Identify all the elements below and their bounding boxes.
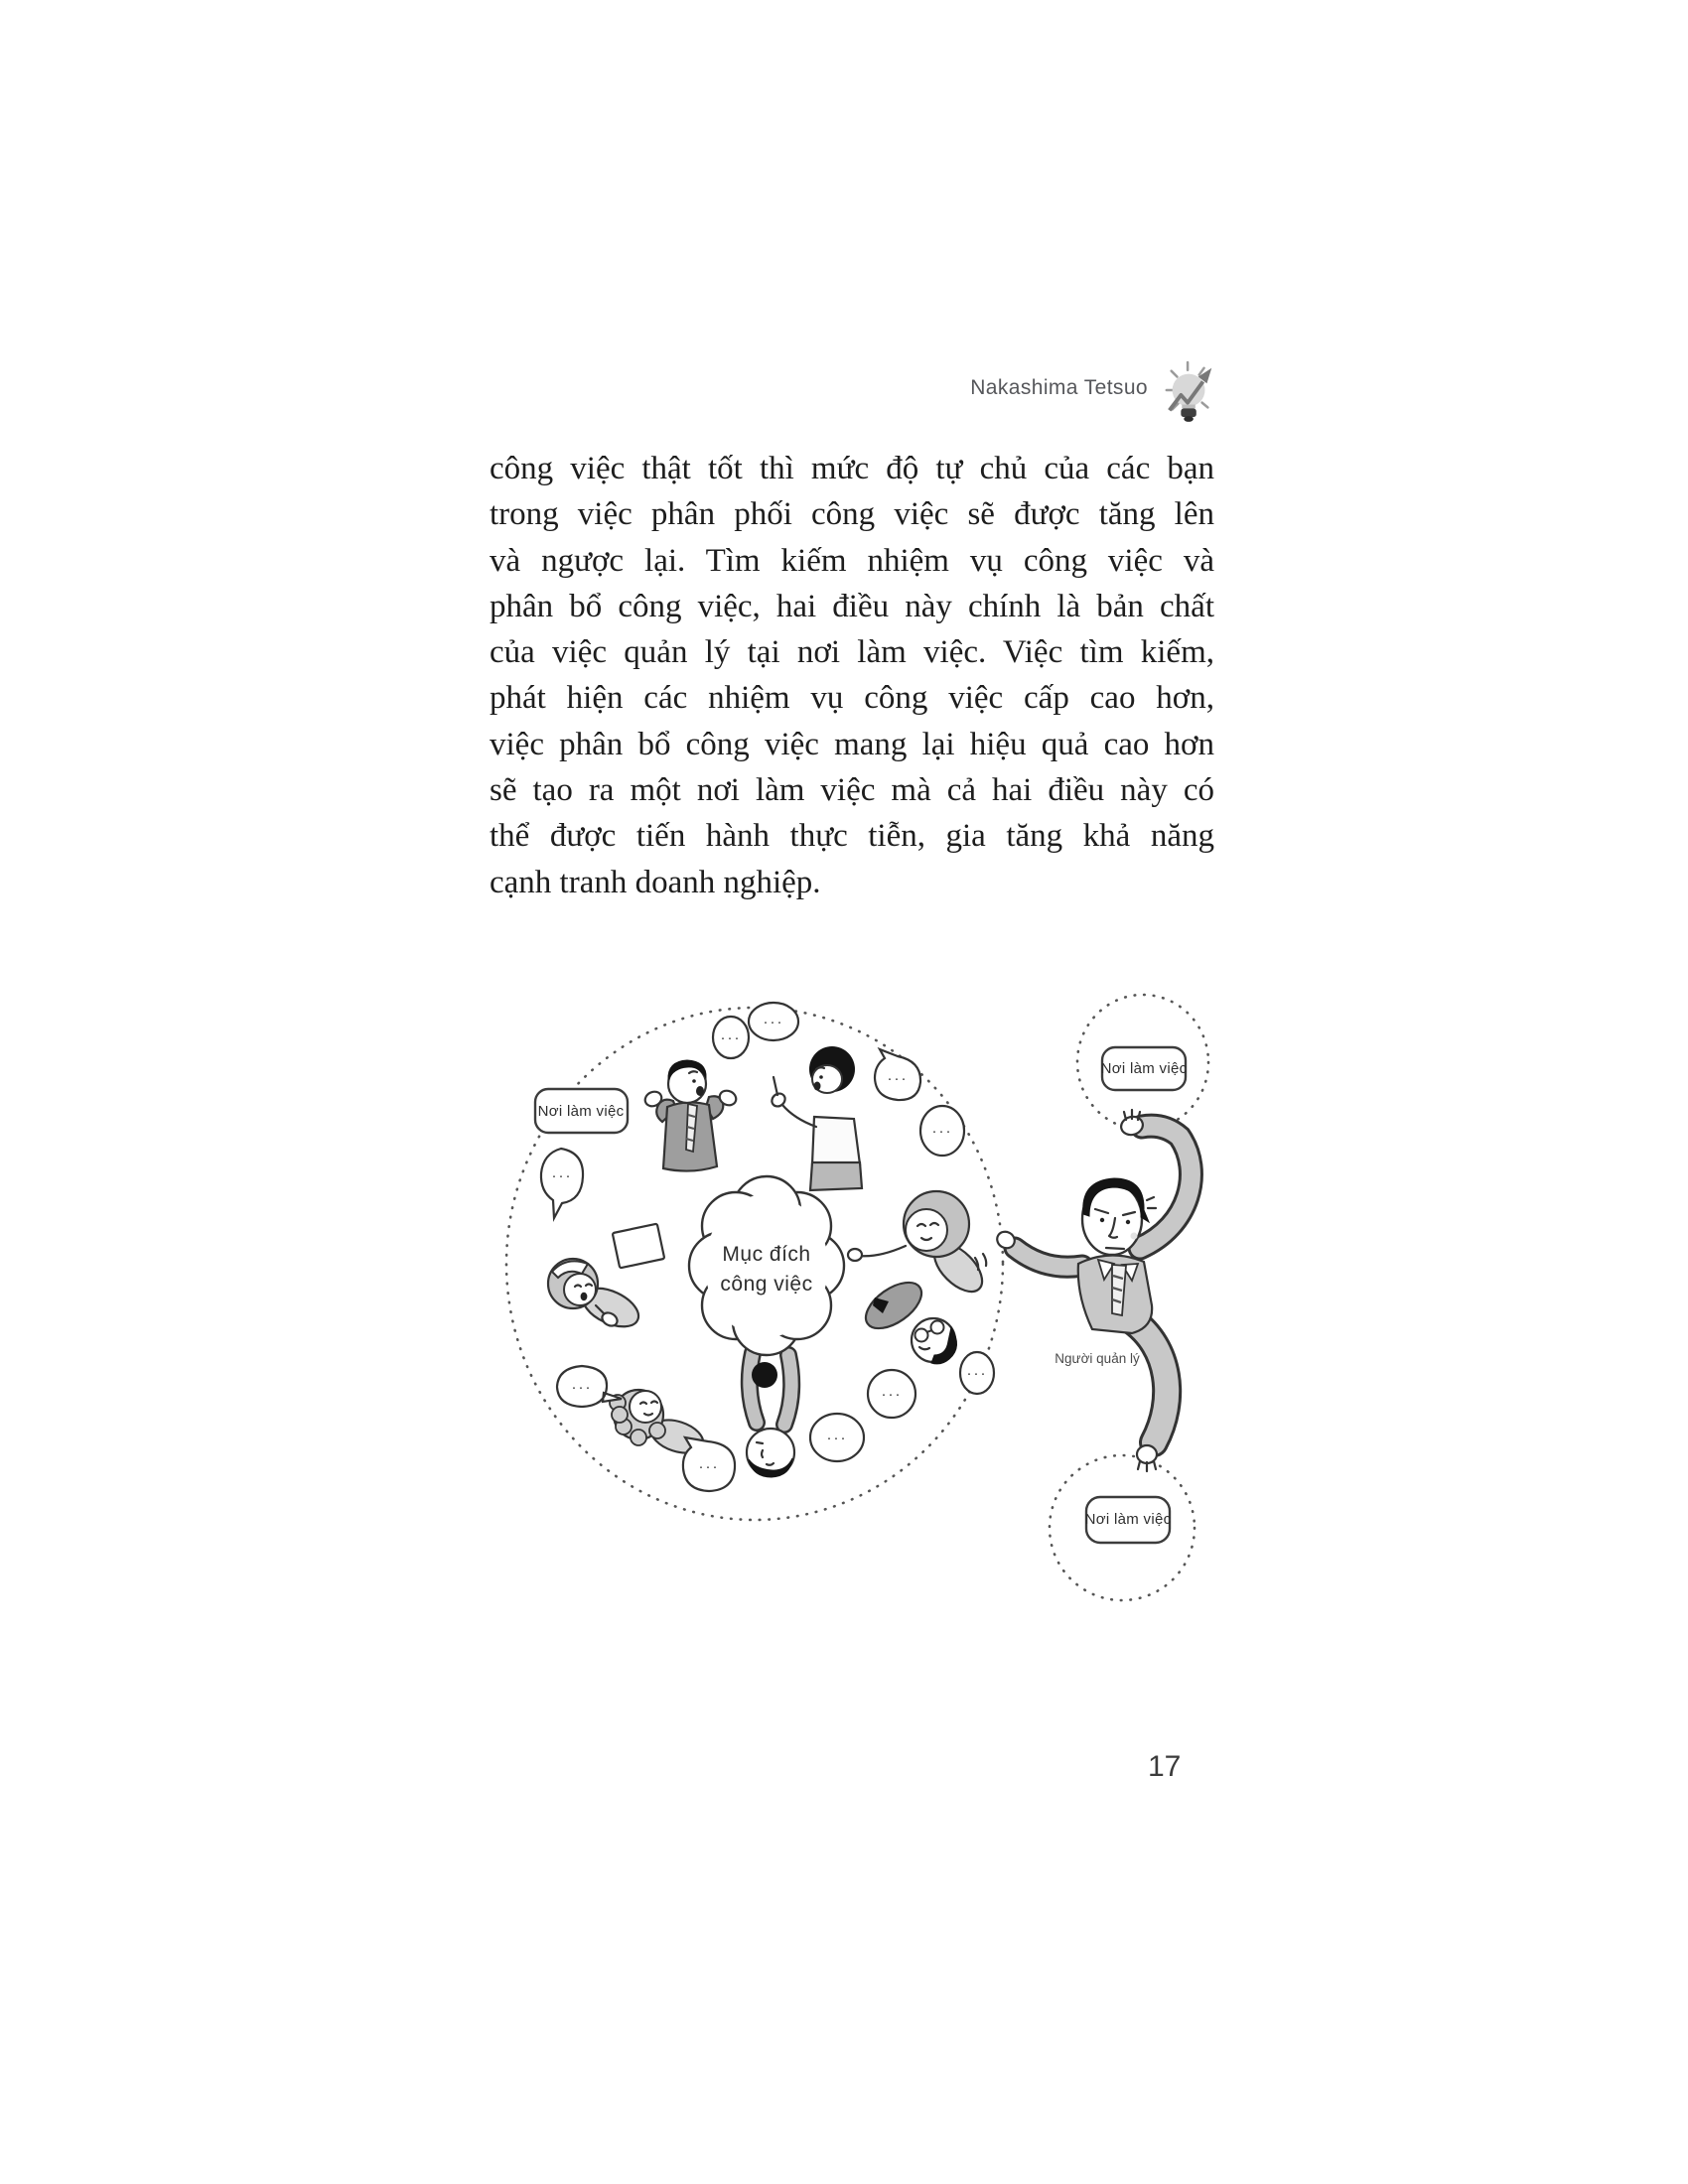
paragraph-line: của việc quản lý tại nơi làm việc. Việc tìm kiếm,: [490, 634, 1214, 671]
author-name: Nakashima Tetsuo: [970, 376, 1148, 399]
svg-text:Nơi làm việc: Nơi làm việc: [1100, 1060, 1188, 1077]
paragraph-line: thể được tiến hành thực tiễn, gia tăng khả năng: [490, 818, 1214, 855]
person-upside-down-man: [747, 1353, 794, 1477]
svg-text:···: ···: [826, 1430, 848, 1446]
svg-text:Nơi làm việc: Nơi làm việc: [1084, 1511, 1172, 1528]
cloud-label-line2: công việc: [720, 1273, 813, 1296]
person-tie-man: [642, 1060, 738, 1171]
speech-bubble: [868, 1370, 915, 1418]
svg-text:···: ···: [881, 1386, 903, 1403]
manager-label: Người quản lý: [1055, 1351, 1140, 1366]
paragraph-line: phát hiện các nhiệm vụ công việc cấp cao hơn,: [490, 680, 1214, 717]
speech-bubble: [713, 1017, 749, 1058]
speech-bubble: [960, 1352, 994, 1394]
speech-bubble: [541, 1149, 583, 1218]
svg-text:···: ···: [720, 1029, 742, 1046]
person-pointing-woman: [770, 1046, 862, 1190]
workplace-label-main: [535, 1089, 628, 1133]
paragraph-line: việc phân bổ công việc mang lại hiệu quả cao hơn: [490, 726, 1214, 762]
svg-text:Nơi làm việc: Nơi làm việc: [537, 1103, 625, 1120]
person-wavy-hair-woman: [548, 1224, 664, 1335]
paragraph-line: cạnh tranh doanh nghiệp.: [490, 864, 821, 900]
purpose-cloud: [689, 1176, 844, 1355]
speech-bubble: [920, 1106, 964, 1156]
paragraph-line: và ngược lại. Tìm kiếm nhiệm vụ công việc và: [490, 542, 1214, 579]
paragraph-line: phân bổ công việc, hai điều này chính là bản chất: [490, 588, 1214, 624]
paragraph-line: sẽ tạo ra một nơi làm việc mà cả hai điều này có: [490, 772, 1214, 809]
person-glasses-man: [858, 1274, 957, 1364]
svg-text:···: ···: [887, 1070, 909, 1087]
speech-bubble: [749, 1003, 798, 1040]
cloud-label-line1: Mục đích: [722, 1243, 811, 1266]
speech-bubble: [557, 1366, 622, 1407]
speech-bubble: [683, 1437, 735, 1491]
paragraph-line: trong việc phân phối công việc sẽ được tăng lên: [490, 496, 1214, 533]
lightbulb-growth-icon: [1162, 355, 1219, 427]
workplace-label-top-right: [1101, 1047, 1188, 1090]
svg-text:···: ···: [931, 1123, 953, 1140]
svg-text:···: ···: [551, 1167, 573, 1184]
paragraph-line: công việc thật tốt thì mức độ tự chủ của các bạn: [490, 451, 1214, 486]
person-hooded-woman: [848, 1191, 991, 1300]
workplace-label-bottom-right: [1085, 1497, 1172, 1543]
svg-text:···: ···: [966, 1365, 988, 1382]
svg-text:···: ···: [571, 1379, 593, 1396]
page-header: [794, 355, 1219, 427]
manager-figure: [994, 1110, 1191, 1471]
page-number: 17: [1148, 1750, 1182, 1783]
body-paragraph: [490, 446, 1214, 905]
workplace-illustration: [496, 978, 1231, 1673]
svg-text:···: ···: [763, 1014, 784, 1030]
speech-bubble: [875, 1049, 920, 1100]
speech-bubble: [810, 1414, 864, 1461]
svg-text:···: ···: [698, 1458, 720, 1475]
